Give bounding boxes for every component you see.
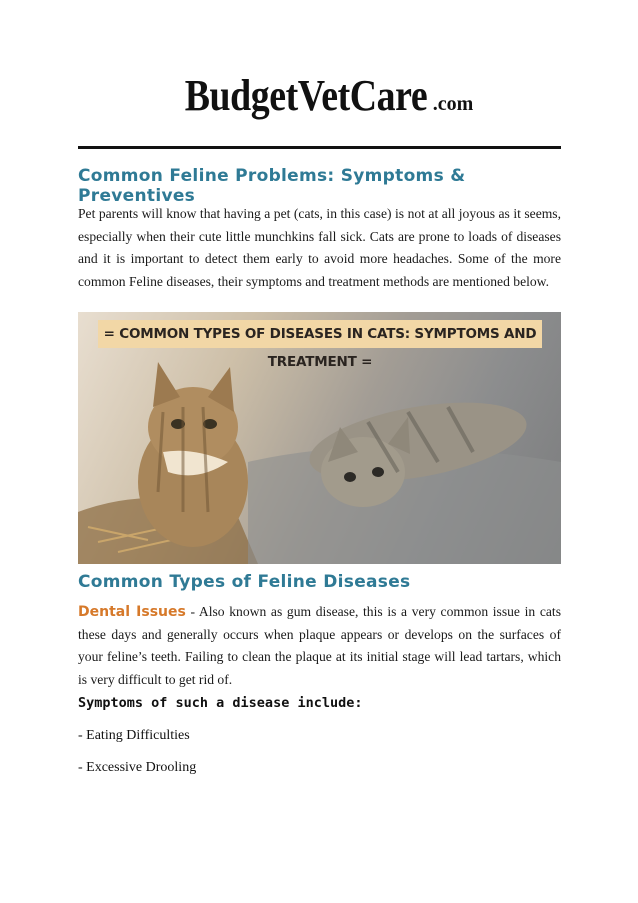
section-title-problems: Common Feline Problems: Symptoms & Preventives xyxy=(78,166,466,206)
logo-wordmark: BudgetVetCare xyxy=(184,71,427,120)
dental-body-text: - Also known as gum disease, this is a very common issue in cats these days and generally occurs when plaque appears or develops on the surfaces of your feline’s teeth. Failing to clean the plaque at its initial stage will lead tartars, which is very difficult to get rid of. xyxy=(78,604,561,687)
list-item: - Excessive Drooling xyxy=(78,760,197,775)
symptoms-heading: Symptoms of such a disease include: xyxy=(78,695,363,711)
section-title-diseases: Common Types of Feline Diseases xyxy=(78,572,411,592)
site-logo[interactable] xyxy=(0,70,638,121)
dental-issues-label: Dental Issues xyxy=(78,604,186,620)
banner-caption: = COMMON TYPES OF DISEASES IN CATS: SYMPTOMS AND TREATMENT = xyxy=(98,320,542,348)
logo-tld: .com xyxy=(432,93,474,115)
hero-image xyxy=(78,312,561,564)
intro-paragraph: Pet parents will know that having a pet (cats, in this case) is not at all joyous as it seems, especially when their cute little munchkins fall sick. Cats are prone to loads of diseases and it is important to detect them early to avoid more headaches. Some of the more common Feline diseases, their symptoms and treatment methods are mentioned below. xyxy=(78,206,561,289)
header-divider xyxy=(78,146,561,149)
list-item: - Eating Difficulties xyxy=(78,728,190,743)
dental-paragraph xyxy=(78,601,561,691)
